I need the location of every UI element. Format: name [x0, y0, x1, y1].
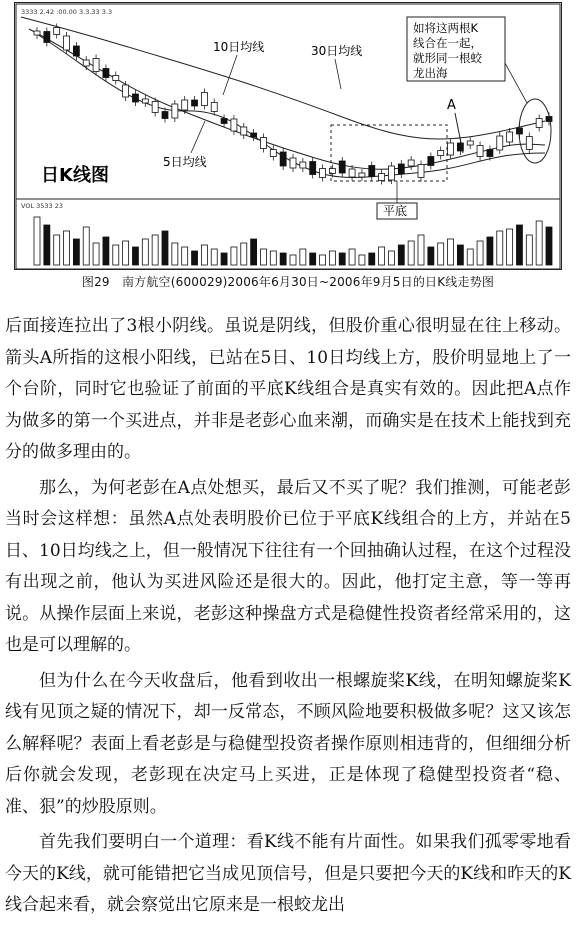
volume-bar [83, 227, 89, 265]
leader-5day [191, 121, 205, 153]
volume-bar [241, 243, 247, 265]
candle-body [477, 146, 483, 157]
candle-body [211, 103, 217, 112]
volume-bar [290, 255, 296, 265]
candle-body [497, 136, 503, 150]
candle-body [448, 143, 454, 155]
label-flat-bottom: 平底 [383, 204, 408, 218]
candle-body [162, 112, 168, 119]
volume-bar [182, 247, 188, 265]
volume-bar [379, 247, 385, 265]
kline-chart-svg [15, 3, 563, 271]
candle-body [152, 102, 158, 113]
volume-bar [211, 249, 217, 265]
leader-30day [335, 59, 341, 89]
candle-body [507, 132, 513, 142]
body-text [5, 311, 571, 926]
paragraph-4: 首先我们要明白一个道理：看K线不能有片面性。如果我们孤零零地看今天的K线，就可能错把它当成见顶信号，但是只要把今天的K线和昨天的K线合起来看，就会察觉出它原来是一根蛟龙出 [5, 832, 571, 915]
volume-bar [398, 245, 404, 265]
callout-line-1: 如将这两根K [413, 21, 479, 35]
kline-chart-figure [14, 2, 562, 270]
candle-body [379, 174, 385, 181]
candle-body [290, 158, 296, 168]
candle-body [329, 169, 335, 174]
candle-body [388, 166, 394, 180]
volume-bar [64, 231, 70, 265]
paragraph-3: 但为什么在今天收盘后，他看到收出一根螺旋桨K线，在明知螺旋桨K线有见顶之疑的情况下，却一反常态，不顾风险地要积极做多呢？这又该怎么解释呢？表面上看老彭是与稳健型投资者操作原则相违背的，但细细分析后你就会发现，老彭现在决定马上买进，正是体现了稳健型投资者“稳、准、狠”的炒股原则。 [5, 670, 571, 817]
candle-body [44, 32, 50, 43]
volume-bar [251, 239, 257, 265]
volume-bar [310, 253, 316, 265]
candle-body [103, 69, 109, 78]
volume-bar [73, 239, 79, 265]
candle-body [221, 119, 227, 124]
volume-bar [339, 253, 345, 265]
volume-bar [113, 245, 119, 265]
volume-bar [221, 253, 227, 265]
volume-bar [516, 225, 522, 265]
volume-bar [132, 247, 138, 265]
label-10day: 10日均线 [213, 40, 265, 54]
candle-body [192, 100, 198, 106]
volume-bar [300, 249, 306, 265]
volume-bar [359, 255, 365, 265]
volume-bar [457, 245, 463, 265]
volume-bar [349, 249, 355, 265]
candle-body [64, 36, 70, 50]
volume-header: VOL 3533 23 [21, 202, 64, 210]
figure-caption: 图29 南方航空(600029)2006年6月30日~2006年9月5日的日K线走势图 [81, 275, 495, 289]
volume-bar [438, 243, 444, 265]
volume-bar [448, 239, 454, 265]
volume-bars [34, 217, 552, 265]
volume-bar [418, 235, 424, 265]
candle-body [526, 137, 532, 150]
label-5day: 5日均线 [163, 155, 207, 169]
candle-body [73, 46, 79, 56]
candle-body [251, 133, 257, 137]
candle-body [320, 169, 326, 178]
candle-body [300, 162, 306, 168]
candle-body [142, 99, 148, 103]
volume-bar [329, 251, 335, 265]
callout-leader [505, 63, 527, 103]
volume-bar [428, 247, 434, 265]
candle-body [467, 141, 473, 145]
candle-body [339, 161, 345, 173]
candle-body [438, 151, 444, 156]
paragraph-1: 后面接连拉出了3根小阴线。虽说是阴线，但股价重心很明显在往上移动。箭头A所指的这根小阳线，已站在5日、10日均线上方，股价明显地上了一个台阶，同时它也验证了前面的平底K线组合是真实有效的。因此把A点作为做多的第一个买进点，并非是老彭心血来潮，而确实是在技术上能找到充分的做多理由的。 [5, 316, 571, 462]
callout-line-3: 就形同一根蛟 [413, 51, 482, 65]
candle-body [132, 94, 138, 102]
volume-bar [162, 231, 168, 265]
callout-line-2: 线合在一起， [413, 36, 482, 50]
volume-bar [34, 217, 40, 265]
volume-bar [320, 255, 326, 265]
candle-body [536, 119, 542, 128]
volume-bar [477, 241, 483, 265]
candle-body [34, 31, 40, 35]
candle-body [113, 76, 119, 81]
candle-body [270, 150, 276, 157]
leader-10day [223, 55, 237, 95]
candle-body [428, 157, 434, 166]
candle-body [369, 166, 375, 177]
volume-bar [497, 231, 503, 265]
volume-bar [507, 229, 513, 265]
callout-line-4: 龙出海 [413, 66, 448, 80]
candle-body [359, 173, 365, 177]
candle-body [408, 160, 414, 166]
volume-bar [172, 243, 178, 265]
volume-bar [536, 221, 542, 265]
volume-bar [152, 235, 158, 265]
candle-body [123, 85, 129, 97]
candle-body [487, 150, 493, 157]
candle-body [93, 59, 99, 72]
volume-bar [526, 235, 532, 265]
volume-bar [192, 251, 198, 265]
candle-body [83, 60, 89, 66]
volume-bar [93, 243, 99, 265]
volume-bar [408, 241, 414, 265]
candle-body [241, 127, 247, 135]
candle-body [398, 164, 404, 174]
volume-bar [201, 245, 207, 265]
candle-body [310, 162, 316, 175]
candle-body [349, 169, 355, 177]
volume-bar [103, 237, 109, 265]
volume-bar [142, 239, 148, 265]
volume-bar [231, 247, 237, 265]
candle-body [172, 104, 178, 118]
label-daily-k: 日K线图 [41, 165, 109, 186]
label-a: A [447, 98, 456, 113]
volume-bar [388, 251, 394, 265]
candle-body [201, 93, 207, 106]
paragraph-2: 那么，为何老彭在A点处想买，最后又不买了呢？我们推测，可能老彭当时会这样想：虽然A点处表明股价已位于平底K线组合的上方，并站在5日、10日均线之上，但一般情况下往往有一个回抽确认过程，在这个过程没有出现之前，他认为买进风险还是很大的。因此，他打定主意，等一等再说。从操作层面上来说，老彭这种操盘方式是稳健性投资者经常采用的，这也是可以理解的。 [5, 477, 571, 655]
volume-bar [369, 253, 375, 265]
volume-bar [44, 225, 50, 265]
volume-bar [280, 253, 286, 265]
volume-bar [467, 249, 473, 265]
volume-bar [546, 227, 552, 265]
volume-bar [123, 241, 129, 265]
volume-bar [54, 235, 60, 265]
volume-bar [487, 237, 493, 265]
candle-body [182, 100, 188, 110]
label-30day: 30日均线 [311, 44, 363, 58]
candle-body [260, 138, 266, 149]
volume-bar [260, 249, 266, 265]
candle-body [418, 165, 424, 178]
volume-bar [270, 251, 276, 265]
candle-body [54, 28, 60, 35]
candle-body [231, 119, 237, 131]
chart-header-text: 3333 2.42 :00.00 3.3.33 3.3 [21, 8, 113, 16]
candle-body [280, 152, 286, 166]
